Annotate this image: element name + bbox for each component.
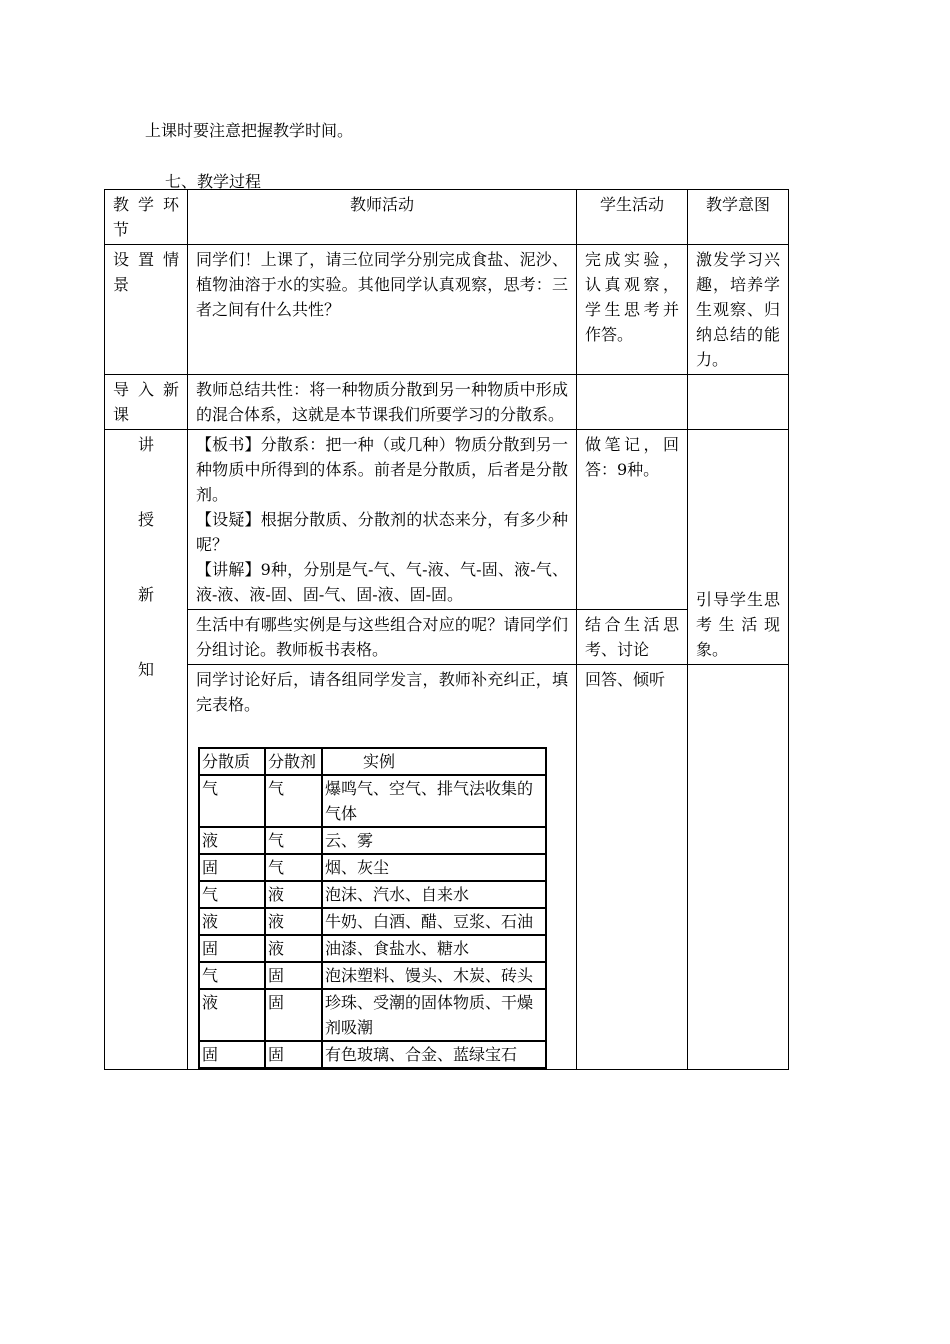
inner-cell: 固 [265, 989, 322, 1041]
board-note: 【板书】分散系：把一种（或几种）物质分散到另一种物质中所得到的体系。前者是分散质，后者是分散剂。 [196, 435, 568, 504]
inner-row [199, 881, 546, 908]
inner-cell: 液 [199, 989, 265, 1041]
inner-header: 实例 [322, 748, 546, 775]
inner-cell: 固 [265, 1041, 322, 1068]
header-intent: 教学意图 [688, 190, 789, 245]
student-cell: 做笔记，回答：9种。 [577, 430, 688, 610]
student-cell: 回答、倾听 [577, 665, 688, 1070]
inner-cell: 爆鸣气、空气、排气法收集的气体 [322, 775, 546, 827]
row-teach-new-c [105, 665, 789, 1070]
inner-cell: 气 [265, 854, 322, 881]
teacher-cell: 教师总结共性：将一种物质分散到另一种物质中形成的混合体系，这就是本节课我们所要学习的分散系。 [188, 375, 577, 430]
inner-cell: 烟、灰尘 [322, 854, 546, 881]
explain-note: 【讲解】9种，分别是气-气、气-液、气-固、液-气、液-液、液-固、固-气、固-液、固-固。 [196, 560, 568, 604]
inner-row [199, 908, 546, 935]
stage-char: 知 [137, 660, 154, 679]
inner-header: 分散质 [199, 748, 265, 775]
student-cell: 完成实验，认真观察，学生思考并作答。 [577, 245, 688, 375]
row-setting-scene [105, 245, 789, 375]
row-teach-new-a [105, 430, 789, 610]
teacher-cell [188, 665, 577, 1070]
inner-cell: 液 [199, 827, 265, 854]
intent-cell [688, 375, 789, 430]
inner-cell: 有色玻璃、合金、蓝绿宝石 [322, 1041, 546, 1068]
inner-cell: 牛奶、白酒、醋、豆浆、石油 [322, 908, 546, 935]
stage-cell: 导 入 新课 [105, 375, 188, 430]
header-teacher: 教师活动 [188, 190, 577, 245]
stage-char: 讲 [137, 435, 154, 454]
inner-header-row [199, 748, 546, 775]
header-student: 学生活动 [577, 190, 688, 245]
stage-cell-vertical [105, 430, 188, 1070]
inner-cell: 泡沫塑料、馒头、木炭、砖头 [322, 962, 546, 989]
teaching-process-table [104, 189, 789, 1070]
row-teach-new-b [105, 610, 789, 665]
inner-row [199, 989, 546, 1041]
header-stage: 教 学 环节 [105, 190, 188, 245]
inner-cell: 液 [265, 935, 322, 962]
teacher-cell: 生活中有哪些实例是与这些组合对应的呢？请同学们分组讨论。教师板书表格。 [188, 610, 577, 665]
stage-char: 授 [137, 510, 154, 529]
inner-cell: 固 [199, 854, 265, 881]
intent-cell [688, 430, 789, 665]
inner-cell: 固 [199, 1041, 265, 1068]
inner-row [199, 775, 546, 827]
inner-cell: 气 [199, 962, 265, 989]
student-cell: 结合生活思考、讨论 [577, 610, 688, 665]
intent-cell [688, 665, 789, 1070]
inner-row [199, 827, 546, 854]
inner-cell: 油漆、食盐水、糖水 [322, 935, 546, 962]
inner-cell: 液 [265, 881, 322, 908]
teacher-cell: 同学们！上课了，请三位同学分别完成食盐、泥沙、植物油溶于水的实验。其他同学认真观察，思考：三者之间有什么共性？ [188, 245, 577, 375]
inner-cell: 气 [199, 881, 265, 908]
intent-text: 引导学生思考生活现象。 [696, 590, 780, 659]
inner-row [199, 1041, 546, 1068]
row-intro-new [105, 375, 789, 430]
question-note: 【设疑】根据分散质、分散剂的状态来分，有多少种呢？ [196, 510, 568, 554]
inner-cell: 液 [265, 908, 322, 935]
inner-cell: 液 [199, 908, 265, 935]
inner-cell: 云、雾 [322, 827, 546, 854]
inner-cell: 固 [199, 935, 265, 962]
teacher-cell [188, 430, 577, 610]
inner-cell: 珍珠、受潮的固体物质、干燥剂吸潮 [322, 989, 546, 1041]
intent-cell: 激发学习兴趣，培养学生观察、归纳总结的能力。 [688, 245, 789, 375]
header-row [105, 190, 789, 245]
dispersion-table [198, 747, 547, 1069]
inner-cell: 气 [265, 775, 322, 827]
intro-text: 上课时要注意把握教学时间。 [145, 121, 354, 140]
teacher-text: 同学讨论好后，请各组同学发言，教师补充纠正，填完表格。 [196, 670, 568, 714]
inner-header: 分散剂 [265, 748, 322, 775]
stage-char: 新 [137, 585, 154, 604]
inner-cell: 气 [199, 775, 265, 827]
inner-row [199, 935, 546, 962]
stage-cell: 设 置 情景 [105, 245, 188, 375]
inner-row [199, 854, 546, 881]
student-cell [577, 375, 688, 430]
section-heading: 七、教学过程 [165, 172, 262, 191]
inner-row [199, 962, 546, 989]
inner-cell: 固 [265, 962, 322, 989]
inner-cell: 气 [265, 827, 322, 854]
inner-cell: 泡沫、汽水、自来水 [322, 881, 546, 908]
